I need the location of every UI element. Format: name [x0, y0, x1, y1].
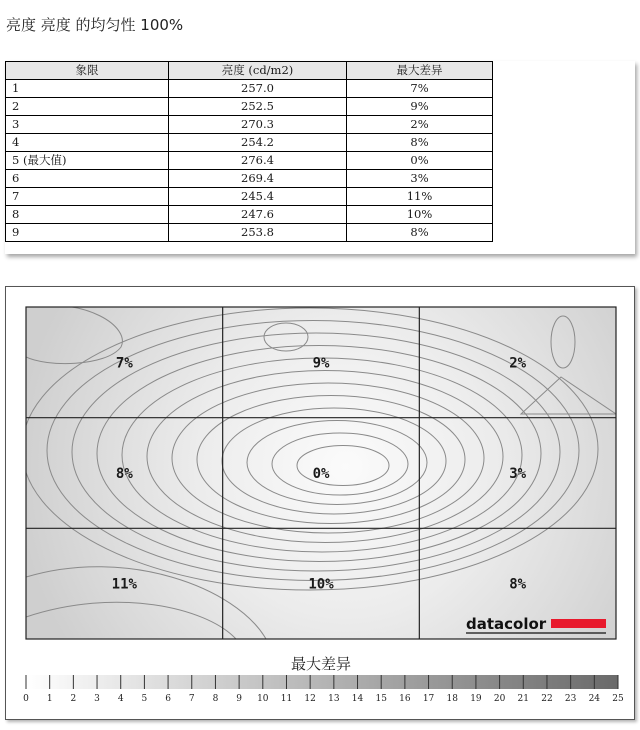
- cell-diff: 7%: [347, 80, 493, 98]
- legend-tick-label: 13: [328, 694, 340, 704]
- legend-tick-label: 16: [399, 694, 411, 704]
- table-row: [6, 80, 493, 98]
- legend-tick-label: 5: [141, 694, 148, 704]
- page-title: 亮度 亮度 的均匀性 100%: [6, 16, 184, 34]
- legend-tick-label: 24: [588, 694, 601, 704]
- table-row: [6, 224, 493, 242]
- legend-tick-label: 12: [304, 694, 316, 704]
- cell-quadrant: 6: [6, 170, 169, 188]
- legend-tick-label: 21: [517, 694, 530, 704]
- cell-luminance: 276.4: [169, 152, 347, 170]
- legend-tick-label: 22: [541, 694, 553, 704]
- cell-diff: 8%: [347, 224, 493, 242]
- cell-diff: 8%: [347, 134, 493, 152]
- legend-scale: [23, 675, 624, 704]
- cell-quadrant: 3: [6, 116, 169, 134]
- table-row: [6, 206, 493, 224]
- cell-diff: 10%: [347, 206, 493, 224]
- header-luminance: 亮度 (cd/m2): [169, 62, 347, 80]
- cell-luminance: 269.4: [169, 170, 347, 188]
- table-row: [6, 116, 493, 134]
- cell-luminance: 270.3: [169, 116, 347, 134]
- cell-luminance: 254.2: [169, 134, 347, 152]
- legend-tick-label: 10: [257, 694, 269, 704]
- table-row: [6, 98, 493, 116]
- legend-tick-label: 8: [212, 694, 219, 704]
- cell-quadrant: 8: [6, 206, 169, 224]
- table-row: [6, 152, 493, 170]
- cell-luminance: 257.0: [169, 80, 347, 98]
- cell-diff: 0%: [347, 152, 493, 170]
- header-max-diff: 最大差异: [347, 62, 493, 80]
- cell-quadrant: 7: [6, 188, 169, 206]
- cell-quadrant: 1: [6, 80, 169, 98]
- uniformity-chart-card: [5, 286, 635, 720]
- table-row: [6, 134, 493, 152]
- legend-tick-label: 23: [564, 694, 577, 704]
- legend-tick-label: 6: [165, 694, 171, 704]
- legend-tick-label: 25: [612, 694, 624, 704]
- legend-tick-label: 7: [188, 694, 195, 704]
- quadrant-label: 9%: [312, 355, 330, 372]
- cell-luminance: 247.6: [169, 206, 347, 224]
- cell-diff: 2%: [347, 116, 493, 134]
- cell-diff: 9%: [347, 98, 493, 116]
- logo-bar: [551, 619, 606, 628]
- cell-luminance: 245.4: [169, 188, 347, 206]
- legend-tick-label: 3: [94, 694, 100, 704]
- cell-quadrant: 9: [6, 224, 169, 242]
- cell-luminance: 253.8: [169, 224, 347, 242]
- cell-diff: 3%: [347, 170, 493, 188]
- legend-tick-label: 17: [422, 694, 435, 704]
- legend-tick-label: 1: [46, 694, 53, 704]
- quadrant-label: 8%: [509, 576, 527, 593]
- luminance-table: [5, 61, 493, 242]
- cell-diff: 11%: [347, 188, 493, 206]
- quadrant-label: 0%: [312, 466, 330, 482]
- quadrant-label: 11%: [111, 576, 137, 593]
- table-header-row: [6, 62, 493, 80]
- legend-tick-label: 14: [351, 694, 364, 704]
- legend-tick-label: 15: [375, 694, 387, 704]
- quadrant-label: 8%: [115, 466, 133, 482]
- legend-tick-label: 2: [70, 694, 77, 704]
- legend-tick-label: 11: [280, 694, 293, 704]
- legend-gradient: [26, 675, 618, 689]
- quadrant-label: 3%: [509, 466, 527, 482]
- cell-luminance: 252.5: [169, 98, 347, 116]
- legend-tick-label: 4: [117, 694, 124, 704]
- legend-title: 最大差异: [290, 655, 351, 673]
- cell-quadrant: 4: [6, 134, 169, 152]
- legend-tick-label: 20: [493, 694, 506, 704]
- header-quadrant: 象限: [6, 62, 169, 80]
- quadrant-label: 2%: [509, 355, 527, 372]
- legend-tick-label: 19: [470, 694, 482, 704]
- table-row: [6, 170, 493, 188]
- cell-quadrant: 2: [6, 98, 169, 116]
- quadrant-label: 10%: [308, 576, 334, 593]
- quadrant-label: 7%: [115, 355, 133, 372]
- legend-tick-label: 9: [236, 694, 242, 704]
- table-row: [6, 188, 493, 206]
- cell-quadrant: 5 (最大值): [6, 152, 169, 170]
- legend-tick-label: 0: [23, 694, 29, 704]
- legend-tick-label: 18: [446, 694, 458, 704]
- logo-text: datacolor: [466, 615, 547, 633]
- luminance-table-card: [5, 61, 635, 254]
